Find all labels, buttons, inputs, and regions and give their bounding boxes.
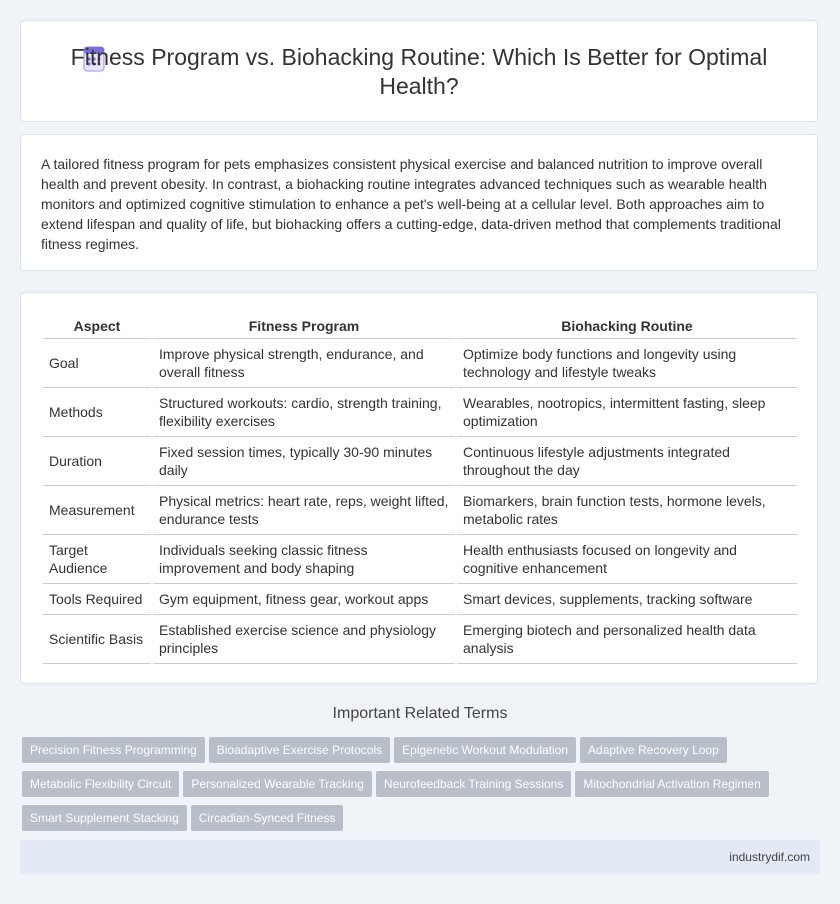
table-row bbox=[43, 339, 797, 388]
comparison-card bbox=[20, 292, 818, 684]
footer-site-link[interactable]: industrydif.com bbox=[729, 850, 810, 864]
related-terms-title: Important Related Terms bbox=[332, 705, 508, 722]
related-term-tag[interactable]: Neurofeedback Training Sessions bbox=[376, 771, 571, 797]
cell-fitness: Improve physical strength, endurance, and overall fitness bbox=[153, 339, 455, 388]
header-biohacking-routine: Biohacking Routine bbox=[457, 315, 797, 339]
related-term-tag[interactable]: Precision Fitness Programming bbox=[22, 737, 205, 763]
cell-aspect: Goal bbox=[43, 339, 151, 388]
related-term-tag[interactable]: Metabolic Flexibility Circuit bbox=[22, 771, 179, 797]
cell-aspect: Tools Required bbox=[43, 584, 151, 615]
table-row bbox=[43, 584, 797, 615]
title-card bbox=[20, 20, 818, 122]
cell-fitness: Gym equipment, fitness gear, workout apps bbox=[153, 584, 455, 615]
cell-biohacking: Smart devices, supplements, tracking software bbox=[457, 584, 797, 615]
table-row bbox=[43, 388, 797, 437]
cell-biohacking: Health enthusiasts focused on longevity and cognitive enhancement bbox=[457, 535, 797, 584]
table-header-row bbox=[43, 315, 797, 339]
page-title: Fitness Program vs. Biohacking Routine: Which Is Better for Optimal Health? bbox=[70, 44, 768, 99]
cell-biohacking: Biomarkers, brain function tests, hormone levels, metabolic rates bbox=[457, 486, 797, 535]
header-aspect: Aspect bbox=[43, 315, 151, 339]
cell-aspect: Methods bbox=[43, 388, 151, 437]
footer bbox=[20, 840, 820, 874]
related-term-tag[interactable]: Circadian-Synced Fitness bbox=[191, 805, 344, 831]
related-term-tag[interactable]: Bioadaptive Exercise Protocols bbox=[209, 737, 390, 763]
cell-fitness: Fixed session times, typically 30-90 minutes daily bbox=[153, 437, 455, 486]
intro-paragraph: A tailored fitness program for pets emphasizes consistent physical exercise and balanced nutrition to improve overall health and prevent obesity. In contrast, a biohacking routine integrates advanced techniques such as wearable health monitors and optimized cognitive stimulation to enhance a pet's well-being at a cellular level. Both approaches aim to extend lifespan and quality of life, but biohacking offers a cutting-edge, data-driven method that complements traditional fitness regimes. bbox=[41, 156, 781, 252]
related-term-tag[interactable]: Adaptive Recovery Loop bbox=[580, 737, 727, 763]
comparison-table bbox=[41, 315, 799, 664]
cell-aspect: Target Audience bbox=[43, 535, 151, 584]
related-term-tag[interactable]: Mitochondrial Activation Regimen bbox=[575, 771, 768, 797]
related-term-tag[interactable]: Smart Supplement Stacking bbox=[22, 805, 187, 831]
related-term-tag[interactable]: Personalized Wearable Tracking bbox=[183, 771, 372, 797]
cell-fitness: Established exercise science and physiology principles bbox=[153, 615, 455, 664]
cell-biohacking: Wearables, nootropics, intermittent fasting, sleep optimization bbox=[457, 388, 797, 437]
table-row bbox=[43, 615, 797, 664]
cell-aspect: Duration bbox=[43, 437, 151, 486]
cell-biohacking: Continuous lifestyle adjustments integrated throughout the day bbox=[457, 437, 797, 486]
intro-card bbox=[20, 134, 818, 271]
cell-fitness: Structured workouts: cardio, strength training, flexibility exercises bbox=[153, 388, 455, 437]
table-row bbox=[43, 486, 797, 535]
header-fitness-program: Fitness Program bbox=[153, 315, 455, 339]
cell-fitness: Individuals seeking classic fitness improvement and body shaping bbox=[153, 535, 455, 584]
table-row bbox=[43, 535, 797, 584]
cell-biohacking: Optimize body functions and longevity using technology and lifestyle tweaks bbox=[457, 339, 797, 388]
cell-biohacking: Emerging biotech and personalized health data analysis bbox=[457, 615, 797, 664]
table-row bbox=[43, 437, 797, 486]
cell-aspect: Scientific Basis bbox=[43, 615, 151, 664]
related-terms-list bbox=[22, 737, 812, 839]
cell-fitness: Physical metrics: heart rate, reps, weight lifted, endurance tests bbox=[153, 486, 455, 535]
cell-aspect: Measurement bbox=[43, 486, 151, 535]
related-term-tag[interactable]: Epigenetic Workout Modulation bbox=[394, 737, 576, 763]
